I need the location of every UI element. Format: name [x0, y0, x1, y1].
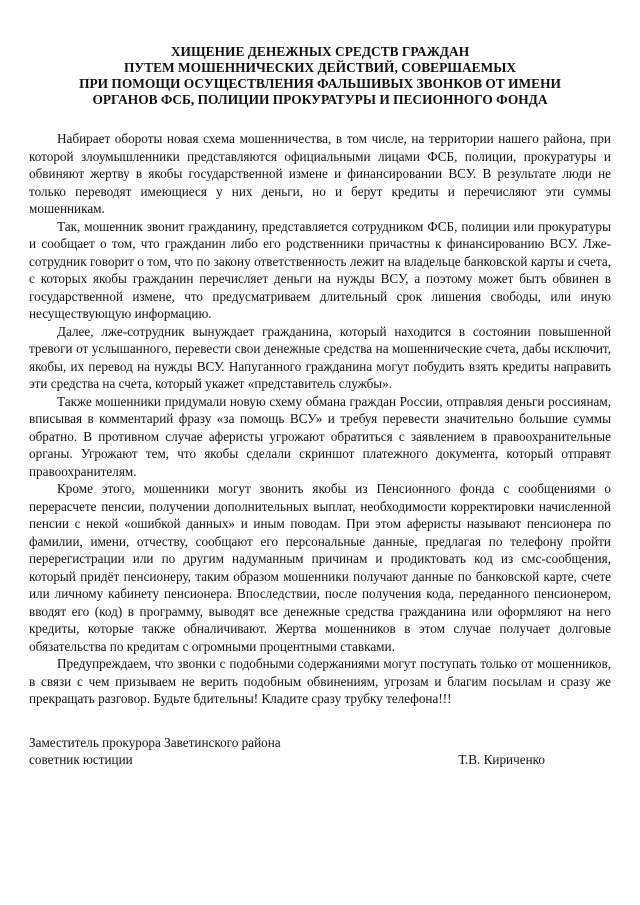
- paragraph-1: Набирает обороты новая схема мошенничества, в том числе, на территории нашего района, при которой злоумышленники представляются официальными лицами ФСБ, полиции, прокуратуры и обвиняют жертву в якобы государственной измене и финансировании ВСУ. В результате люди не только переводят имеющиеся у них деньги, но и берут кредиты и перечисляют эти суммы мошенникам.: [29, 131, 611, 216]
- title-line-1: ХИЩЕНИЕ ДЕНЕЖНЫХ СРЕДСТВ ГРАЖДАН: [170, 44, 470, 59]
- signature-position-line2: советник юстиции: [29, 752, 133, 767]
- title-line-3: ПРИ ПОМОЩИ ОСУЩЕСТВЛЕНИЯ ФАЛЬШИВЫХ ЗВОНКОВ ОТ ИМЕНИ: [79, 76, 561, 91]
- signature-row: [29, 751, 611, 769]
- paragraph-3: Далее, лже-сотрудник вынуждает гражданина, который находится в состоянии повышенной тревоги от услышанного, перевести свои денежные средства на мошеннические счета, дабы исключит, якобы, их перевод на нужды ВСУ. Напуганного гражданина могут побудить взять кредиты направить эти средства на счета, который укажет «представитель службы».: [29, 323, 611, 391]
- signature-block: [29, 734, 611, 769]
- signature-name: Т.В. Кириченко: [458, 752, 545, 767]
- paragraph-4: Также мошенники придумали новую схему обмана граждан России, отправляя деньги россиянам, вписывая в комментарий фразу «за помощь ВСУ» и требуя перевести значительно большие суммы обратно. В противном случае аферисты угрожают обратиться с заявлением в правоохранительные органы. Угрожают тем, что якобы сделали скриншот платежного документа, который отправят правоохранителям.: [29, 393, 611, 479]
- paragraph-5: Кроме этого, мошенники могут звонить якобы из Пенсионного фонда с сообщениями о перерасчете пенсии, получении дополнительных выплат, необходимости корректировки начисленной пенсии с некой «ошибкой данных» и иным поводам. При этом аферисты называют пенсионера по фамилии, имени, отчеству, сообщают его персональные данные, предлагая по телефону пройти перерегистрации или по другим надуманным причинам и продиктовать код из смс-сообщения, который придёт пенсионеру, таким образом мошенники получают данные по банковской карте, счете или личному кабинету пенсионера. Впоследствии, после получения кода, переданного пенсионером, вводят его (код) в программу, выводят все денежные средства гражданина или оформляют на него кредиты, которые также обналичивают. Жертва мошенников в этом случае получает долговые обязательства по кредитам с огромными процентными ставками.: [29, 481, 611, 654]
- paragraph-2: Так, мошенник звонит гражданину, представляется сотрудником ФСБ, полиции или прокуратуры и сообщает о том, что гражданин либо его родственники причастны к финансированию ВСУ. Лже-сотрудник говорит о том, что по закону ответственность лежит на владельце банковской карты и счета, с которых якобы гражданин перечисляет деньги на нужды ВСУ, а поэтому может быть обвинен в государственной измене, что предусматриваем длительный срок лишения свободы, или иную несуществующую информацию.: [29, 218, 611, 321]
- document-body: [29, 130, 611, 708]
- signature-position-line1: Заместитель прокурора Заветинского района: [29, 734, 281, 750]
- document-title: [29, 44, 611, 108]
- paragraph-6: Предупреждаем, что звонки с подобными содержаниями могут поступать только от мошенников, в связи с чем призываем не верить подобным обвинениям, угрозам и благим посылам и сразу же прекращать разговор. Будьте бдительны! Кладите сразу трубку телефона!!!: [29, 656, 611, 706]
- title-line-2: ПУТЕМ МОШЕННИЧЕСКИХ ДЕЙСТВИЙ, СОВЕРШАЕМЫХ: [123, 60, 517, 75]
- title-line-4: ОРГАНОВ ФСБ, ПОЛИЦИИ ПРОКУРАТУРЫ И ПЕСИОННОГО ФОНДА: [92, 92, 548, 107]
